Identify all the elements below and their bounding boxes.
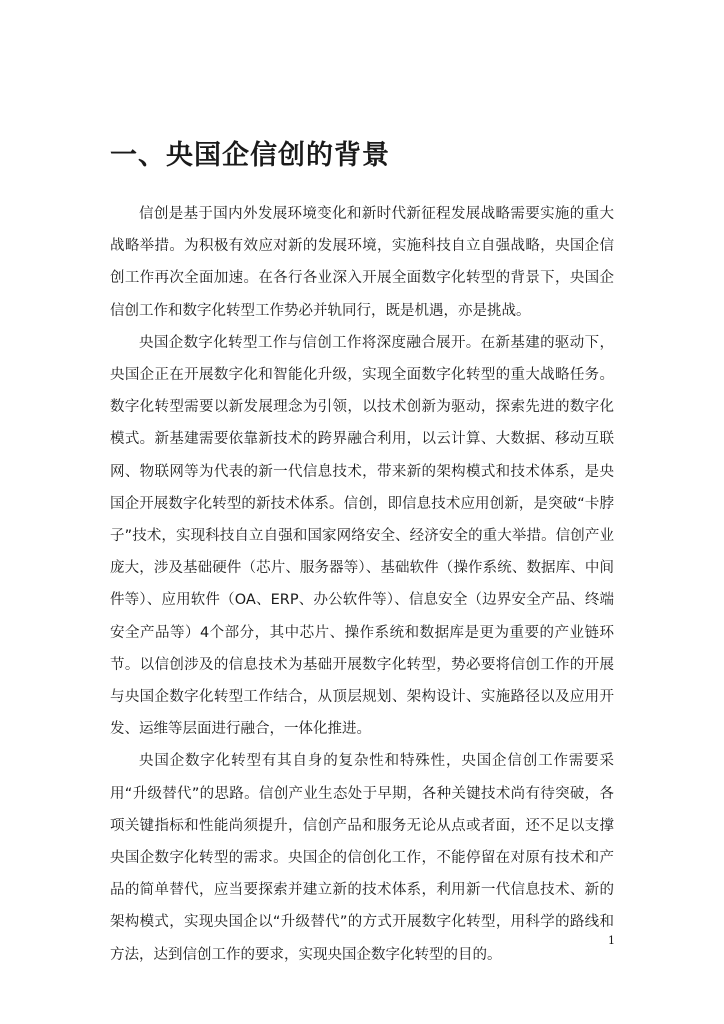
paragraph-background-overview: 信创是基于国内外发展环境变化和新时代新征程发展战略需要实施的重大战略举措。为积极有效应对新的发展环境，实施科技自立自强战略，央国企信创工作再次全面加速。在各行各业深入开展全面数字化转型的背景下，央国企信创工作和数字化转型工作势必并轨同行，既是机遇，亦是挑战。 bbox=[110, 206, 614, 319]
paragraph-upgrade-replacement: 央国企数字化转型有其自身的复杂性和特殊性，央国企信创工作需要采用“升级替代”的思路。信创产业生态处于早期，各种关键技术尚有待突破，各项关键指标和性能尚须提升，信创产品和服务无论从点或者面，还不足以支撑央国企数字化转型的需求。央国企的信创化工作，不能停留在对原有技术和产品的简单替代，应当要探索并建立新的技术体系，利用新一代信息技术、新的架构模式，实现央国企以“升级替代”的方式开展数字化转型，用科学的路线和方法，达到信创工作的要求，实现央国企数字化转型的目的。 bbox=[110, 753, 614, 963]
page-number: 1 bbox=[608, 934, 615, 947]
section-heading: 一、央国企信创的背景 bbox=[110, 140, 390, 171]
body-text bbox=[110, 198, 614, 971]
paragraph-digital-transformation: 央国企数字化转型工作与信创工作将深度融合展开。在新基建的驱动下，央国企正在开展数字化和智能化升级，实现全面数字化转型的重大战略任务。数字化转型需要以新发展理念为引领，以技术创新为驱动，探索先进的数字化模式。新基建需要依靠新技术的跨界融合利用，以云计算、大数据、移动互联网、物联网等为代表的新一代信息技术，带来新的架构模式和技术体系，是央国企开展数字化转型的新技术体系。信创，即信息技术应用创新，是突破“卡脖子”技术，实现科技自立自强和国家网络安全、经济安全的重大举措。信创产业庞大，涉及基础硬件（芯片、服务器等）、基础软件（操作系统、数据库、中间件等）、应用软件（OA、ERP、办公软件等）、信息安全（边界安全产品、终端安全产品等）4个部分，其中芯片、操作系统和数据库是更为重要的产业链环节。以信创涉及的信息技术为基础开展数字化转型，势必要将信创工作的开展与央国企数字化转型工作结合，从顶层规划、架构设计、实施路径以及应用开发、运维等层面进行融合，一体化推进。 bbox=[110, 334, 614, 738]
